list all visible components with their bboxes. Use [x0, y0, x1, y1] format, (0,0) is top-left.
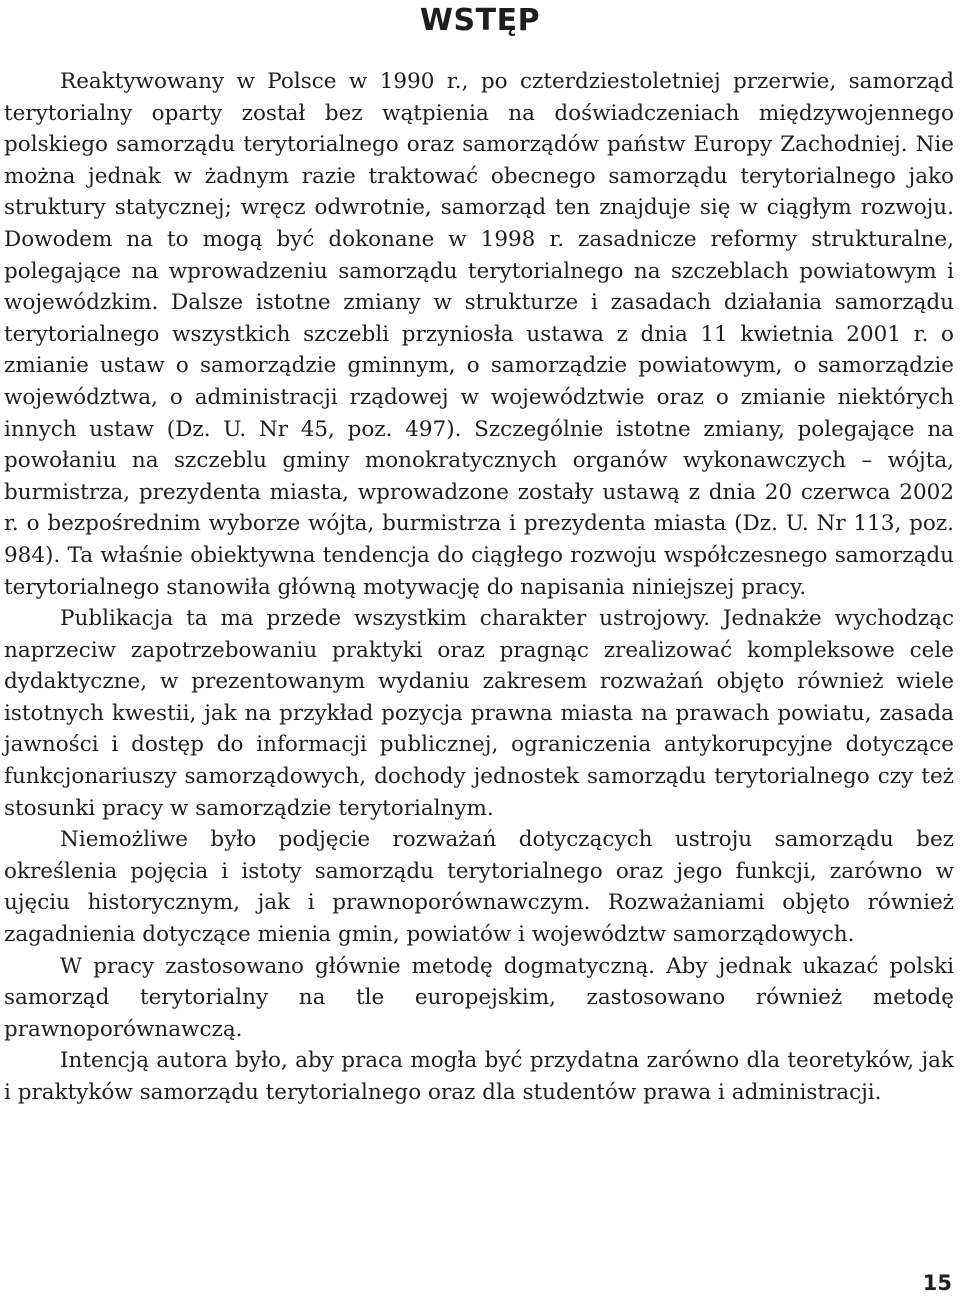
paragraph-4: W pracy zastosowano głównie metodę dogmatyczną. Aby jednak ukazać polski samorząd terytorialny na tle europejskim, zastosowano również metodę prawnoporównawczą.	[4, 953, 954, 1042]
chapter-heading: WSTĘP	[419, 3, 541, 38]
body-text	[4, 66, 954, 1109]
paragraph-5: Intencją autora było, aby praca mogła być przydatna zarówno dla teoretyków, jak i praktyków samorządu terytorialnego oraz dla studentów prawa i administracji.	[4, 1048, 954, 1105]
page-number: 15	[922, 1271, 952, 1295]
paragraph-1: Reaktywowany w Polsce w 1990 r., po czterdziestoletniej przerwie, samorząd terytorialny oparty został bez wątpienia na doświadczeniach międzywojennego polskiego samorządu terytorialnego oraz samorządów państw Europy Zachodniej. Nie można jednak w żadnym razie traktować obecnego samorządu terytorialnego jako struktury statycznej; wręcz odwrotnie, samorząd ten znajduje się w ciągłym rozwoju. Dowodem na to mogą być dokonane w 1998 r. zasadnicze reformy strukturalne, polegające na wprowadzeniu samorządu terytorialnego na szczeblach powiatowym i wojewódzkim. Dalsze istotne zmiany w strukturze i zasadach działania samorządu terytorialnego wszystkich szczebli przyniosła ustawa z dnia 11 kwietnia 2001 r. o zmianie ustaw o samorządzie gminnym, o samorządzie powiatowym, o samorządzie województwa, o administracji rządowej w województwie oraz o zmianie niektórych innych ustaw (Dz. U. Nr 45, poz. 497). Szczególnie istotne zmiany, polegające na powołaniu na szczeblu gminy monokratycznych organów wykonawczych – wójta, burmistrza, prezydenta miasta, wprowadzone zostały ustawą z dnia 20 czerwca 2002 r. o bezpośrednim wyborze wójta, burmistrza i prezydenta miasta (Dz. U. Nr 113, poz. 984). Ta właśnie obiektywna tendencja do ciągłego rozwoju współczesnego samorządu terytorialnego stanowiła główną motywację do napisania niniejszej pracy.	[4, 69, 954, 600]
paragraph-2: Publikacja ta ma przede wszystkim charakter ustrojowy. Jednakże wychodząc naprzeciw zapotrzebowaniu praktyki oraz pragnąc zrealizować kompleksowe cele dydaktyczne, w prezentowanym wydaniu zakresem rozważań objęto również wiele istotnych kwestii, jak na przykład pozycja prawna miasta na prawach powiatu, zasada jawności i dostęp do informacji publicznej, ograniczenia antykorupcyjne dotyczące funkcjonariuszy samorządowych, dochody jednostek samorządu terytorialnego czy też stosunki pracy w samorządzie terytorialnym.	[4, 606, 954, 821]
paragraph-3: Niemożliwe było podjęcie rozważań dotyczących ustroju samorządu bez określenia pojęcia i istoty samorządu terytorialnego oraz jego funkcji, zarówno w ujęciu historycznym, jak i prawnoporównawczym. Rozważaniami objęto również zagadnienia dotyczące mienia gmin, powiatów i województw samorządowych.	[4, 827, 954, 948]
